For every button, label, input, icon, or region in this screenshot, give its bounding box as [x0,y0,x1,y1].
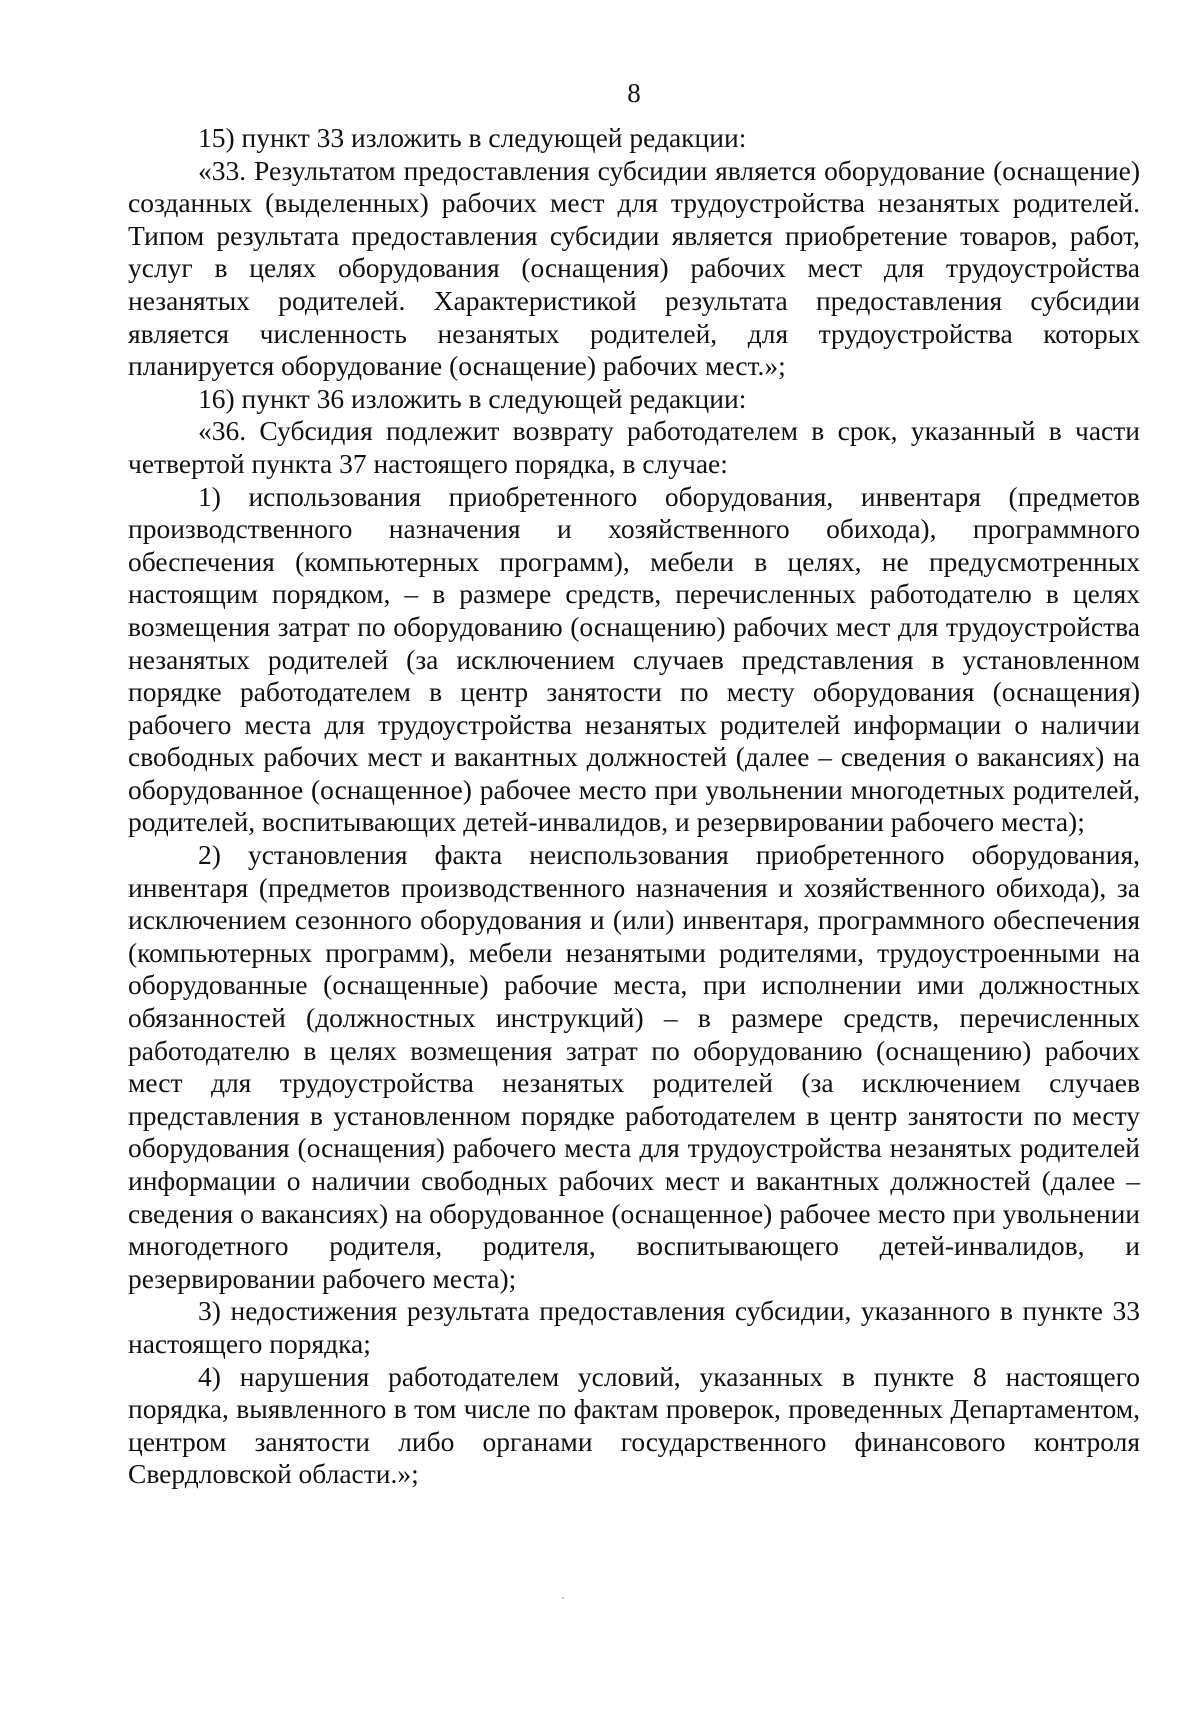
paragraph-subitem-3: 3) недостижения результата предоставления субсидии, указанного в пункте 33 настоящего порядка; [128,1295,1140,1359]
page-number: 8 [627,78,641,108]
paragraph-subitem-1: 1) использования приобретенного оборудования, инвентаря (предметов производственного назначения и хозяйственного обихода), программного обеспечения (компьютерных программ), мебели в целях, не предусмотренных настоящим порядком, – в размере средств, перечисленных работодателю в целях возмещения затрат по оборудованию (оснащению) рабочих мест для трудоустройства незанятых родителей (за исключением случаев представления в установленном порядке работодателем в центр занятости по месту оборудования (оснащения) рабочего места для трудоустройства незанятых родителей информации о наличии свободных рабочих мест и вакантных должностей (далее – сведения о вакансиях) на оборудованное (оснащенное) рабочее место при увольнении многодетных родителей, родителей, воспитывающих детей-инвалидов, и резервировании рабочего места); [128,480,1140,838]
paragraph-item-16: 16) пункт 36 изложить в следующей редакции: [198,382,747,414]
paragraph-subitem-2: 2) установления факта неиспользования приобретенного оборудования, инвентаря (предметов производственного назначения и хозяйственного обихода), за исключением сезонного оборудования и (или) инвентаря, программного обеспечения (компьютерных программ), мебели незанятыми родителями, трудоустроенными на оборудованные (оснащенные) рабочие места, при исполнении ими должностных обязанностей (должностных инструкций) – в размере средств, перечисленных работодателю в целях возмещения затрат по оборудованию (оснащению) рабочих мест для трудоустройства незанятых родителей (за исключением случаев представления в установленном порядке работодателем в центр занятости по месту оборудования (оснащения) рабочего места для трудоустройства незанятых родителей информации о наличии свободных рабочих мест и вакантных должностей (далее – сведения о вакансиях) на оборудованное (оснащенное) рабочее место при увольнении многодетного родителя, родителя, воспитывающего детей-инвалидов, и резервировании рабочего места); [128,839,1140,1294]
paragraph-item-15: 15) пункт 33 изложить в следующей редакции: [198,122,747,153]
scan-speck [562,1597,564,1599]
document-page [128,78,1140,1491]
paragraph-subitem-4: 4) нарушения работодателем условий, указанных в пункте 8 настоящего порядка, выявленного в том числе по фактам проверок, проведенных Департаментом, центром занятости либо органами государственного финансового контроля Свердловской области.»; [128,1360,1140,1490]
paragraph-clause-33: «33. Результатом предоставления субсидии является оборудование (оснащение) созданных (выделенных) рабочих мест для трудоустройства незанятых родителей. Типом результата предоставления субсидии является приобретение товаров, работ, услуг в целях оборудования (оснащения) рабочих мест для трудоустройства незанятых родителей. Характеристикой результата предоставления субсидии является численность незанятых родителей, для трудоустройства которых планируется оборудование (оснащение) рабочих мест.»; [128,154,1140,382]
paragraph-clause-36: «36. Субсидия подлежит возврату работодателем в срок, указанный в части четвертой пункта 37 настоящего порядка, в случае: [128,415,1140,479]
